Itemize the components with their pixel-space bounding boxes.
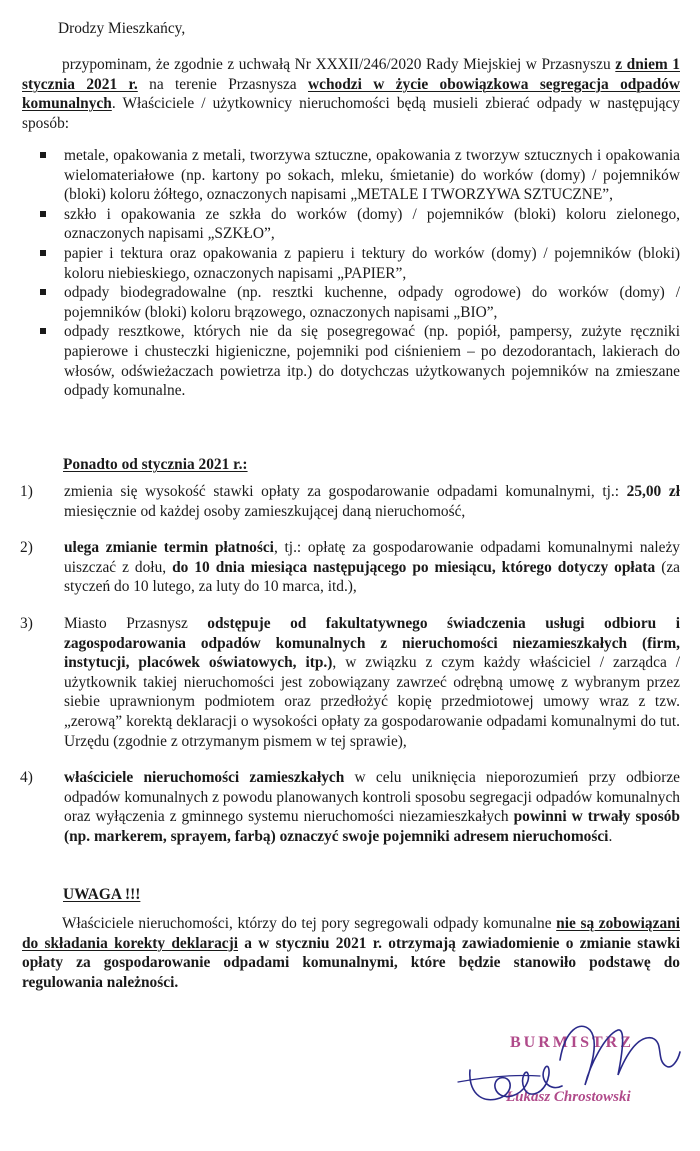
list-item bbox=[0, 244, 680, 283]
intro-text: przypominam, że zgodnie z uchwałą Nr XXXII/246/2020 Rady Miejskiej w Przasnyszu bbox=[62, 56, 616, 73]
item-text: (za styczeń do 10 lutego, za luty do 10 marca, itd.), bbox=[64, 558, 680, 596]
section-heading: Ponadto od stycznia 2021 r.: bbox=[63, 456, 248, 473]
list-item bbox=[0, 205, 680, 244]
list-item bbox=[0, 614, 680, 751]
warning-paragraph bbox=[22, 914, 680, 992]
bullet-list bbox=[0, 146, 680, 401]
item-text: w celu uniknięcia nieporozumień przy odbiorze odpadów komunalnych z powodu planowanych kontroli sposobu segregacji odpadów komunalnych oraz wyłączenia z gminnego systemu nieruchomości niezamieszkałych bbox=[64, 769, 680, 826]
item-text: . bbox=[608, 827, 613, 845]
list-item bbox=[0, 768, 680, 846]
item-bold-text: powinni w trwały sposób (np. markerem, sprayem, farbą) oznaczyć swoje pojemniki adresem nieruchomości bbox=[64, 808, 680, 845]
item-number: 4) bbox=[20, 769, 33, 787]
item-bold-text: ulega zmianie termin płatności bbox=[64, 539, 274, 557]
bullet-square-icon bbox=[40, 250, 46, 256]
intro-segregation: wchodzi w życie obowiązkowa segregacja odpadów komunalnych bbox=[22, 75, 680, 113]
bullet-text: szkło i opakowania ze szkła do worków (domy) / pojemników (bloki) koloru zielonego, oznaczonych napisami „SZKŁO”, bbox=[64, 205, 680, 243]
bullet-square-icon bbox=[40, 328, 46, 334]
bullet-square-icon bbox=[40, 289, 46, 295]
bullet-text: papier i tektura oraz opakowania z papieru i tektury do worków (domy) / pojemników (bloki) koloru niebieskiego, oznaczonych napisami „PAPIER”, bbox=[64, 244, 680, 282]
list-item bbox=[0, 322, 680, 400]
item-text: , tj.: opłatę za gospodarowanie odpadami komunalnymi należy uiszczać z dołu, bbox=[64, 539, 680, 576]
bullet-text: odpady biodegradowalne (np. resztki kuchenne, odpady ogrodowe) do worków (domy) / pojemników (bloki) koloru brązowego, oznaczonych napisami „BIO”, bbox=[64, 284, 680, 321]
item-text: , w związku z czym każdy właściciel / zarządca / użytkownik takiej nieruchomości jest zobowiązany zawrzeć odrębną umowę z wybranym przez siebie uprawnionym podmiotem oraz przedłożyć kopię przedmiotowej umowy wraz z tzw. „zerową” korektą deklaracji o wysokości opłaty za gospodarowanie odpadami komunalnymi do tut. Urzędu (zgodnie z otrzymanym pismem w tej sprawie), bbox=[64, 654, 680, 750]
list-item bbox=[0, 482, 680, 521]
signature-block bbox=[440, 1000, 690, 1120]
handwritten-signature-icon bbox=[440, 1000, 690, 1120]
signature-name-stamp: Łukasz Chrostowski bbox=[506, 1089, 631, 1105]
item-text: zmienia się wysokość stawki opłaty za gospodarowanie odpadami komunalnymi, tj.: bbox=[64, 483, 627, 500]
numbered-list bbox=[0, 482, 680, 864]
list-item bbox=[0, 146, 680, 205]
warning-text: Właściciele nieruchomości, którzy do tej pory segregowali odpady komunalne bbox=[62, 915, 557, 932]
intro-text: na terenie Przasnysza bbox=[137, 75, 308, 93]
item-number: 1) bbox=[20, 483, 33, 500]
signature-title-stamp: BURMISTRZ bbox=[510, 1034, 634, 1051]
item-bold-text: do 10 dnia miesiąca następującego po miesiącu, którego dotyczy opłata bbox=[172, 558, 656, 576]
list-item bbox=[0, 538, 680, 597]
warning-underlined: nie są zobowiązani do składania korekty deklaracji bbox=[22, 915, 680, 952]
bullet-text: odpady resztkowe, których nie da się posegregować (np. popiół, pampersy, zużyte ręczniki papierowe i chusteczki higieniczne, pojemniki pod ciśnieniem – po dezodorantach, lakierach do włosów, odświeżaczach powietrza itp.) do dotychczas użytkowanych pojemników na zmieszane odpady komunalne. bbox=[64, 323, 680, 400]
item-text: miesięcznie od każdej osoby zamieszkującej daną nieruchomość, bbox=[64, 502, 466, 520]
bullet-square-icon bbox=[40, 152, 46, 158]
warning-heading: UWAGA !!! bbox=[63, 886, 141, 903]
item-text: Miasto Przasnysz bbox=[64, 614, 208, 632]
salutation: Drodzy Mieszkańcy, bbox=[58, 20, 186, 37]
warning-bold-text: a w styczniu 2021 r. otrzymają zawiadomienie o zmianie stawki opłaty za gospodarowanie odpadami komunalnymi, które będzie stanowiło podstawę do regulowania należności. bbox=[22, 934, 681, 991]
bullet-square-icon bbox=[40, 211, 46, 217]
intro-text: . Właściciele / użytkownicy nieruchomości będą musieli zbierać odpady w następujący sposób: bbox=[22, 95, 680, 132]
item-bold-text: odstępuje od fakultatywnego świadczenia usługi odbioru i zagospodarowania odpadów komunalnych z nieruchomości niezamieszkałych (firm, instytucji, placówek oświatowych, itp.) bbox=[64, 614, 681, 672]
intro-date: z dniem 1 stycznia 2021 r. bbox=[22, 56, 680, 93]
item-number: 2) bbox=[20, 539, 33, 557]
intro-paragraph bbox=[22, 55, 680, 133]
list-item bbox=[0, 283, 680, 322]
item-number: 3) bbox=[20, 614, 33, 632]
item-amount: 25,00 zł bbox=[626, 483, 680, 500]
bullet-text: metale, opakowania z metali, tworzywa sztuczne, opakowania z tworzyw sztucznych i opakowania wielomateriałowe (np. kartony po sokach, mleku, śmietanie) do worków (domy) / pojemników (bloki) koloru żółtego, oznaczonych napisami „METALE I TWORZYWA SZTUCZNE”, bbox=[64, 147, 680, 204]
item-bold-text: właściciele nieruchomości zamieszkałych bbox=[64, 769, 345, 787]
